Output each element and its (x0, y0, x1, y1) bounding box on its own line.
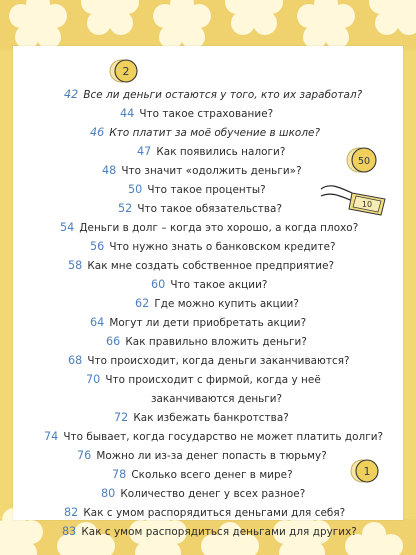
bill-label: 10 (361, 200, 373, 209)
toc-item (106, 333, 307, 351)
toc-title: Что такое обязательства? (137, 203, 283, 215)
toc-item (86, 371, 321, 389)
toc-item (68, 257, 334, 275)
toc-title: Как правильно вложить деньги? (125, 336, 307, 348)
toc-title: Что происходит с фирмой, когда у неё (105, 374, 321, 386)
toc-item (90, 124, 320, 142)
toc-title: Как появились налоги? (156, 146, 286, 158)
toc-item (101, 485, 305, 503)
toc-page-number: 52 (118, 202, 133, 215)
toc-page-number: 70 (86, 373, 101, 386)
toc-item (77, 447, 327, 465)
toc-title: Что такое страхование? (139, 108, 274, 120)
toc-title: Как с умом распорядиться деньгами для себя? (83, 507, 346, 519)
toc-title: Кто платит за моё обучение в школе? (109, 127, 321, 139)
toc-title: Что происходит, когда деньги заканчиваются? (87, 355, 350, 367)
toc-page-number: 46 (90, 126, 105, 139)
toc-item (137, 143, 285, 161)
toc-page-number: 54 (60, 221, 75, 234)
toc-item (118, 200, 282, 218)
toc-title: Что бывает, когда государство не может платить долги? (63, 431, 384, 443)
toc-page-number: 78 (112, 468, 127, 481)
coin-bottom-label: 1 (363, 465, 371, 478)
toc-title: Где можно купить акции? (154, 298, 299, 310)
toc-title: Что значит «одолжить деньги»? (121, 165, 302, 177)
toc-title: Что такое акции? (170, 279, 268, 291)
toc-item (120, 105, 273, 123)
toc-item (128, 181, 266, 199)
toc-title: Что такое проценты? (147, 184, 266, 196)
toc-title: Как с умом распорядиться деньгами для других? (81, 526, 357, 538)
toc-item (64, 86, 362, 104)
toc-page-number: 48 (102, 164, 117, 177)
coin-icon (343, 146, 381, 174)
toc-title: Что нужно знать о банковском кредите? (109, 241, 336, 253)
toc-title: Деньги в долг – когда это хорошо, а когда плохо? (79, 222, 359, 234)
toc-title: Могут ли дети приобретать акции? (109, 317, 307, 329)
toc-continuation: заканчиваются деньги? (151, 393, 282, 405)
toc-page-number: 44 (120, 107, 135, 120)
toc-title: Как мне создать собственное предприятие? (87, 260, 335, 272)
toc-title: Как избежать банкротства? (133, 412, 289, 424)
toc-page-number: 66 (106, 335, 121, 348)
toc-page-number: 56 (90, 240, 105, 253)
toc-title: Сколько всего денег в мире? (131, 469, 293, 481)
toc-item (62, 523, 357, 541)
toc-title: Количество денег у всех разное? (120, 488, 306, 500)
toc-item (64, 504, 345, 522)
toc-item (112, 466, 293, 484)
toc-item (102, 162, 302, 180)
toc-page-number: 64 (90, 316, 105, 329)
banknote-icon (318, 181, 394, 217)
coin-top-label: 2 (122, 65, 130, 78)
toc-page-number: 76 (77, 449, 92, 462)
coin-icon (349, 456, 383, 486)
toc-item (90, 314, 306, 332)
toc-item (68, 352, 350, 370)
toc-page-number: 42 (64, 88, 79, 101)
coin-icon (108, 57, 142, 85)
toc-item (151, 276, 267, 294)
toc-page-number: 50 (128, 183, 143, 196)
toc-title: Все ли деньги остаются у того, кто их заработал? (83, 89, 363, 101)
toc-page-number: 83 (62, 525, 77, 538)
toc-page-number: 72 (114, 411, 129, 424)
toc-page-number: 80 (101, 487, 116, 500)
coin-right-label: 50 (357, 156, 371, 167)
toc-item (90, 238, 336, 256)
toc-item (114, 409, 289, 427)
toc-item (60, 219, 358, 237)
toc-page-number: 62 (135, 297, 150, 310)
toc-page-number: 47 (137, 145, 152, 158)
toc-page-number: 58 (68, 259, 83, 272)
toc-page-number: 60 (151, 278, 166, 291)
toc-item (44, 428, 383, 446)
toc-page-number: 68 (68, 354, 83, 367)
toc-page-number: 82 (64, 506, 79, 519)
toc-title: Можно ли из-за денег попасть в тюрьму? (96, 450, 327, 462)
toc-page-number: 74 (44, 430, 59, 443)
toc-item (135, 295, 299, 313)
